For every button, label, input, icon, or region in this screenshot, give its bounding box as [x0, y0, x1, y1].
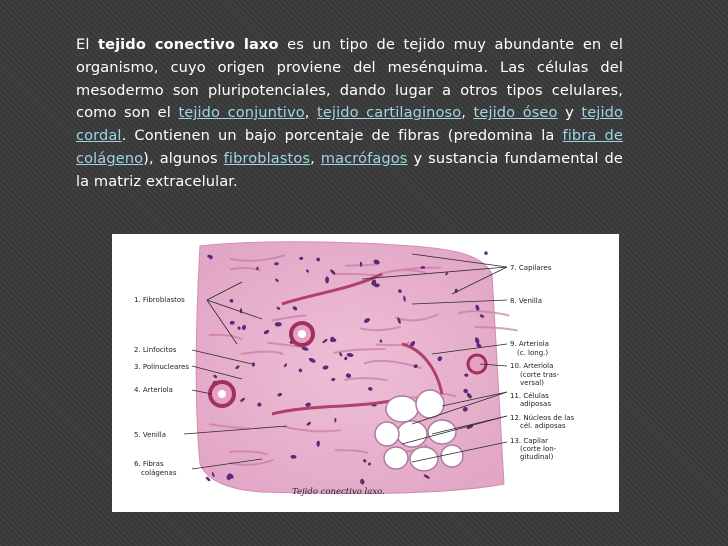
text-1: es un tipo de tejido muy abundante en el organismo, cuyo origen proviene del mesénquima. Las células del mesodermo son pluripotenciales, dando lugar a otros tipos celulares, como son el — [76, 36, 623, 122]
label-colagenas: colágenas — [141, 469, 177, 477]
text-2: , — [304, 104, 318, 122]
link-fibroblastos[interactable]: fibroblastos — [223, 149, 311, 167]
histology-illustration — [112, 234, 619, 512]
label-venilla-right: 8. Venilla — [510, 297, 543, 305]
link-tejido-cartilaginoso[interactable]: tejido cartilaginoso — [317, 104, 462, 122]
text-intro: El — [76, 36, 98, 53]
label-celulas: 11. Células — [510, 392, 549, 400]
label-arteriola-trans-sub1: (corte tras- — [520, 371, 560, 379]
text-8: y sustancia fundamental de la matriz extracelular. — [76, 149, 623, 190]
link-fibra-de-colageno[interactable]: fibra de colágeno — [76, 127, 623, 167]
histology-figure — [112, 234, 619, 512]
figure-caption: Tejido conectivo laxo. — [292, 487, 385, 497]
intro-paragraph — [76, 34, 623, 194]
label-arteriola-trans-sub2: versal) — [520, 379, 544, 387]
link-tejido-oseo[interactable]: tejido óseo — [473, 104, 558, 122]
label-arteriola-long-sub: (c. long.) — [517, 349, 549, 357]
label-cel-adiposas: cél. adiposas — [520, 422, 566, 430]
label-capilar-sub2: gitudinal) — [520, 453, 554, 461]
label-venilla-left: 5. Venilla — [134, 431, 167, 439]
link-macrofagos[interactable]: macrófagos — [320, 149, 408, 167]
text-3: , — [461, 104, 474, 122]
label-fibras: 6. Fibras — [134, 460, 164, 468]
label-adiposas: adiposas — [520, 400, 551, 408]
text-5: . Contienen un bajo porcentaje de fibras (predomina la — [121, 127, 563, 145]
label-arteriola-long: 9. Arteriola — [510, 340, 549, 348]
link-tejido-cordal[interactable]: tejido cordal — [76, 104, 623, 145]
term-tejido-conectivo-laxo: tejido conectivo laxo — [98, 36, 279, 53]
label-linfocitos: 2. Linfocitos — [134, 346, 177, 354]
label-fibroblastos: 1. Fibroblastos — [134, 296, 185, 304]
label-arteriola-left: 4. Arteriola — [134, 386, 173, 394]
text-7: , — [310, 149, 321, 167]
label-polinucleares: 3. Polinucleares — [134, 363, 189, 371]
link-tejido-conjuntivo[interactable]: tejido conjuntivo — [178, 104, 305, 122]
label-nucleos: 12. Núcleos de las — [510, 414, 575, 422]
label-capilar: 13. Capilar — [510, 437, 549, 445]
label-capilares: 7. Capilares — [510, 264, 552, 272]
text-6: ), algunos — [143, 149, 224, 167]
label-capilar-sub1: (corte lon- — [520, 445, 557, 453]
label-arteriola-trans: 10. Arteriola — [510, 362, 554, 370]
text-4: y — [557, 104, 582, 122]
